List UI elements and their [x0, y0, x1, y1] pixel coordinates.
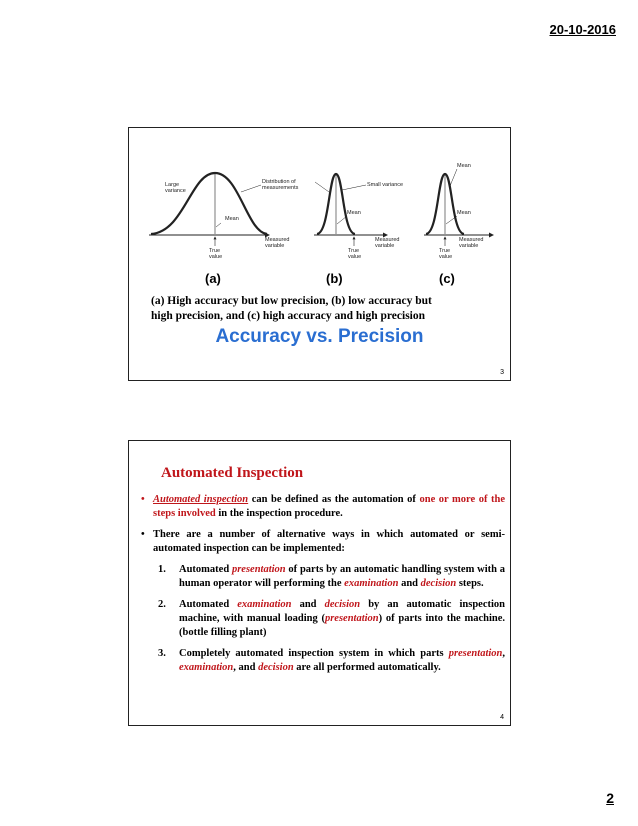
panel-label-a: (a): [205, 271, 221, 286]
panel-label-c: (c): [439, 271, 455, 286]
slide-body: [141, 493, 505, 682]
slide-accuracy-precision: [128, 127, 511, 381]
bullet-alternatives: • There are a number of alternative ways in which automated or semi-automated inspection can be implemented:: [141, 529, 505, 554]
mean-label-a: Mean: [225, 216, 239, 222]
svg-text:variance: variance: [165, 188, 186, 194]
distribution-label: Distribution of: [262, 179, 296, 185]
bullet-definition: • Automated inspection can be defined as the automation of one or more of the steps involved in the inspection procedure.: [141, 494, 506, 519]
measured-variable-label-a: Measured: [265, 237, 290, 243]
svg-text:value: value: [439, 254, 453, 260]
slide-number: 4: [500, 714, 504, 721]
panel-label-b: (b): [326, 271, 343, 286]
slide-title: Automated Inspection: [161, 465, 304, 481]
measured-variable-label-b: Measured: [375, 237, 400, 243]
list-item: 1. Automated presentation of parts by an automatic handling system with a human operator will performing the examination and decision steps.: [158, 564, 505, 589]
mean-label-c-top: Mean: [457, 163, 471, 169]
small-variance-label-b: Small variance: [367, 182, 404, 188]
svg-text:measurements: measurements: [262, 185, 299, 191]
mean-label-c: Mean: [457, 210, 471, 216]
curve-panel-c: [424, 163, 493, 260]
slide-number: 3: [500, 369, 504, 376]
header-date: 20-10-2016: [549, 22, 616, 37]
svg-text:value: value: [209, 254, 223, 260]
curve-panel-b: [314, 174, 403, 260]
accuracy-precision-diagram: [129, 128, 510, 273]
svg-text:value: value: [348, 254, 362, 260]
svg-text:variable: variable: [375, 243, 395, 249]
true-value-label-a: True: [209, 248, 221, 254]
svg-text:variable: variable: [459, 243, 479, 249]
measured-variable-label-c: Measured: [459, 237, 484, 243]
slide-title: Accuracy vs. Precision: [215, 326, 424, 347]
svg-text:variable: variable: [265, 243, 285, 249]
figure-caption: (a) High accuracy but low precision, (b) low accuracy but high precision, and (c) high accuracy and high precision: [151, 295, 432, 322]
true-value-label-b: True: [348, 248, 360, 254]
slide-automated-inspection: [128, 440, 511, 726]
large-variance-label: Large: [165, 182, 180, 188]
true-value-label-c: True: [439, 248, 451, 254]
curve-panel-a: [149, 173, 299, 260]
list-item: 2. Automated examination and decision by an automatic inspection machine, with manual loading (presentation) of parts into the machine.(bottle filling plant): [158, 599, 505, 638]
page-number: 2: [606, 790, 614, 806]
mean-label-b: Mean: [347, 210, 361, 216]
list-item: 3. Completely automated inspection system in which parts presentation, examination, and decision are all performed automatically.: [158, 648, 505, 673]
